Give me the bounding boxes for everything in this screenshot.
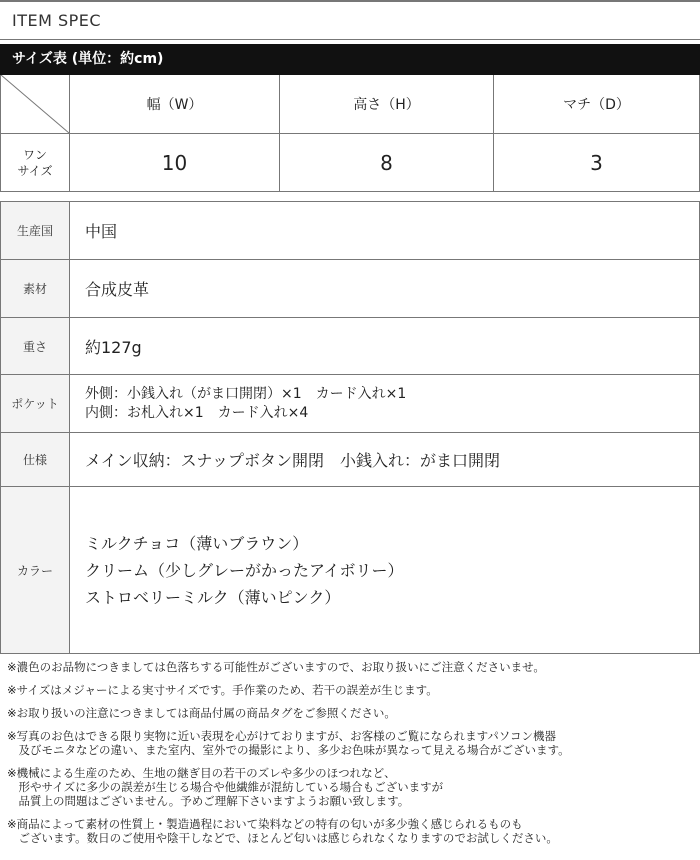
spec-label: 仕様 [1, 433, 70, 486]
value-width: 10 [70, 134, 280, 191]
note-line: ※機械による生産のため、生地の継ぎ目の若干のズレや多少のほつれなど、 [7, 766, 396, 780]
note-line: ※サイズはメジャーによる実寸サイズです。手作業のため、若干の誤差が生じます。 [7, 683, 438, 697]
value-height: 8 [280, 134, 494, 191]
spec-value [70, 375, 699, 432]
spec-value: メイン収納：スナップボタン開閉 小銭入れ：がま口開閉 [85, 451, 501, 470]
pocket-line: 内側：お札入れ×1 カード入れ×4 [85, 404, 309, 421]
notes-section [7, 660, 697, 845]
spec-label: 生産国 [1, 202, 70, 259]
row-label-line: ワン [22, 147, 47, 162]
pocket-line: 外側：小銭入れ（がま口開閉）×1 カード入れ×1 [85, 385, 407, 402]
spec-label: カラー [1, 487, 70, 653]
column-header-height: 高さ（H） [280, 75, 494, 134]
row-label-line: サイズ [17, 163, 53, 178]
diagonal-line-icon [1, 75, 69, 133]
spec-table [0, 201, 700, 654]
note-line: ございます。数日のご使用や陰干しなどで、ほとんど匂いは感じられなくなりますのでお試しください。 [7, 831, 558, 845]
note [7, 766, 697, 808]
spec-value: 合成皮革 [85, 280, 150, 299]
note-line: ※お取り扱いの注意につきましては商品付属の商品タグをご参照ください。 [7, 706, 396, 720]
corner-cell [1, 75, 70, 134]
note-line: 及びモニタなどの違い、また室内、室外での撮影により、多少お色味が異なって見える場合がございます。 [7, 743, 570, 757]
size-table-grid [0, 75, 700, 192]
spec-value: 約127g [85, 337, 142, 357]
color-line: ストロベリーミルク（薄いピンク） [85, 587, 341, 607]
note-line: 形やサイズに多少の誤差が生じる場合や他繊維が混紡している場合もございますが [7, 780, 444, 794]
color-line: クリーム（少しグレーがかったアイボリー） [85, 560, 404, 580]
note-line: ※濃色のお品物につきましては色落ちする可能性がございますので、お取り扱いにご注意くださいませ。 [7, 660, 545, 674]
spec-row-origin [1, 202, 699, 260]
spec-row-material [1, 260, 699, 318]
section-header [0, 0, 700, 40]
note [7, 729, 697, 757]
note-line: 品質上の問題はございません。予めご理解下さいますようお願い致します。 [7, 794, 410, 808]
note [7, 683, 697, 697]
note-line: ※商品によって素材の性質上・製造過程において染料などの特有の匂いが多少強く感じられるものも [7, 817, 523, 831]
spec-row-pocket [1, 375, 699, 433]
spec-label: ポケット [1, 375, 70, 432]
spec-label: 重さ [1, 318, 70, 374]
spec-value [70, 487, 699, 653]
column-header-width: 幅（W） [70, 75, 280, 134]
note [7, 660, 697, 674]
column-header-depth: マチ（D） [494, 75, 700, 134]
spec-label: 素材 [1, 260, 70, 317]
note [7, 706, 697, 720]
spec-value: 中国 [85, 222, 118, 241]
spec-row-color [1, 487, 699, 654]
size-table-caption: サイズ表 (単位：約cm) [0, 44, 700, 75]
color-line: ミルクチョコ（薄いブラウン） [85, 533, 309, 553]
note-line: ※写真のお色はできる限り実物に近い表現を心がけておりますが、お客様のご覧になられますパソコン機器 [7, 729, 556, 743]
row-label-one-size [1, 134, 70, 191]
value-depth: 3 [494, 134, 700, 191]
section-title: ITEM SPEC [12, 11, 102, 30]
spec-row-spec [1, 433, 699, 487]
note [7, 817, 697, 845]
spec-row-weight [1, 318, 699, 375]
size-table [0, 44, 700, 192]
